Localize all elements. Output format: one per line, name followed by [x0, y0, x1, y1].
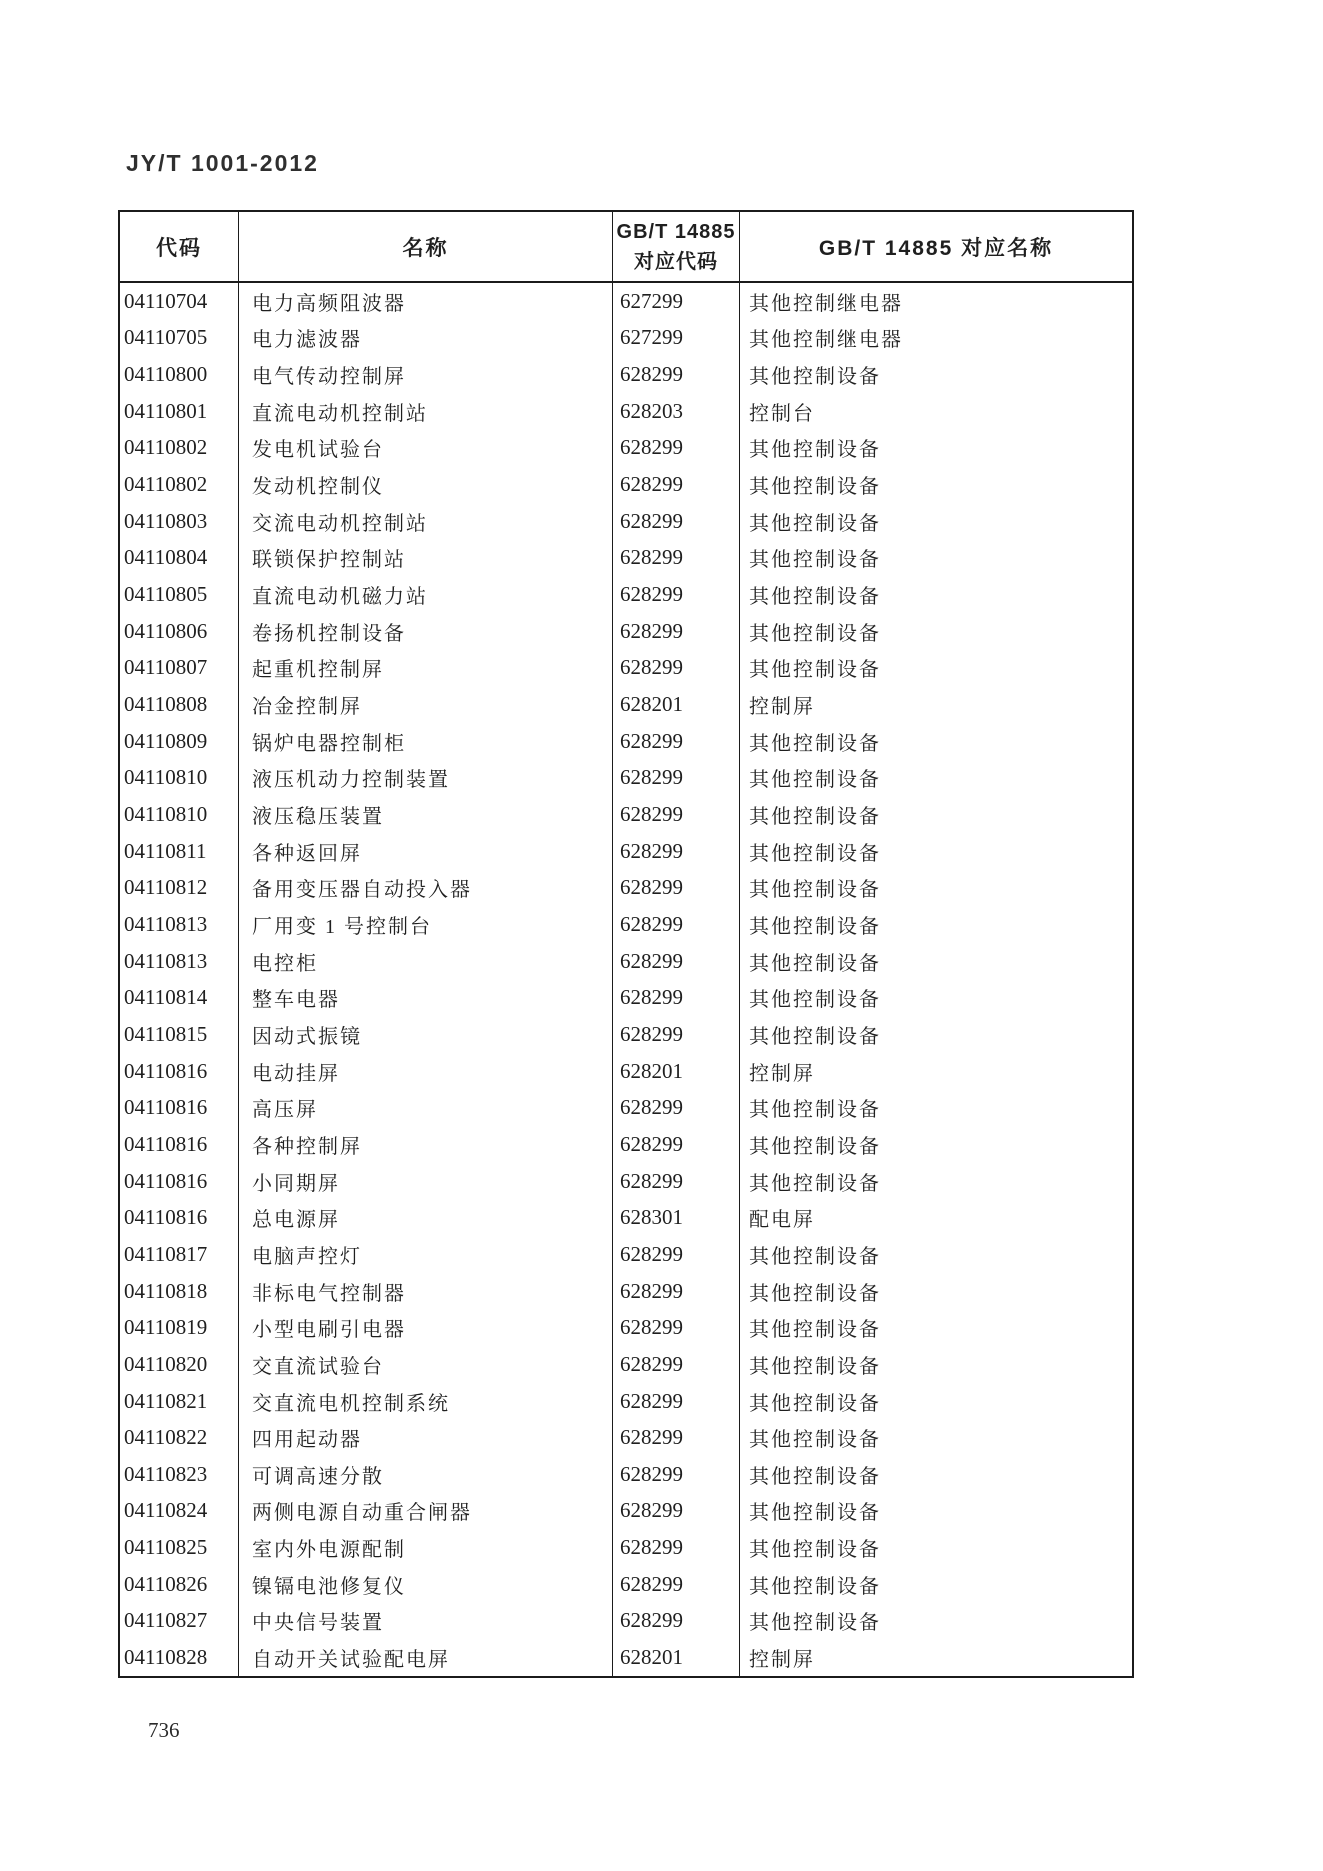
- row-gbt-name: 其他控制设备: [749, 439, 881, 462]
- row-code: 04110816: [120, 1053, 239, 1090]
- header-gbt-name: GB/T 14885 对应名称: [818, 236, 1054, 260]
- row-gbt-code: 628299: [613, 1456, 740, 1493]
- row-gbt-name: 其他控制设备: [749, 1355, 881, 1378]
- row-code: 04110827: [120, 1603, 239, 1640]
- standard-number-title: JY/T 1001-2012: [126, 150, 319, 176]
- row-name: 直流电动机磁力站: [239, 576, 613, 613]
- code-mapping-table: [118, 210, 1134, 1678]
- table-row: [120, 576, 1132, 613]
- table-row: [120, 1383, 1132, 1420]
- row-code: 04110805: [120, 576, 239, 613]
- row-code: 04110824: [120, 1493, 239, 1530]
- table-row: [120, 430, 1132, 467]
- table-row: [120, 1236, 1132, 1273]
- table-row: [120, 393, 1132, 430]
- page-number: 736: [148, 1718, 180, 1742]
- row-gbt-code: 628299: [613, 1419, 740, 1456]
- row-gbt-code: 628201: [613, 1053, 740, 1090]
- table-row: [120, 1273, 1132, 1310]
- row-gbt-code: 628299: [613, 870, 740, 907]
- row-gbt-code: 628299: [613, 540, 740, 577]
- row-gbt-code: 627299: [613, 320, 740, 357]
- row-code: 04110814: [120, 979, 239, 1016]
- row-code: 04110826: [120, 1566, 239, 1603]
- row-code: 04110811: [120, 833, 239, 870]
- row-code: 04110813: [120, 943, 239, 980]
- row-code: 04110816: [120, 1199, 239, 1236]
- row-gbt-name: 其他控制继电器: [749, 292, 903, 315]
- row-code: 04110816: [120, 1163, 239, 1200]
- table-row: [120, 1089, 1132, 1126]
- row-name: 液压稳压装置: [239, 796, 613, 833]
- table-row: [120, 833, 1132, 870]
- table-row: [120, 320, 1132, 357]
- row-gbt-code: 628299: [613, 466, 740, 503]
- row-gbt-name: 控制台: [749, 402, 815, 425]
- row-gbt-code: 628299: [613, 1346, 740, 1383]
- row-code: 04110813: [120, 906, 239, 943]
- row-gbt-code: 628201: [613, 1639, 740, 1676]
- row-name: 发电机试验台: [239, 430, 613, 467]
- row-name: 小型电刷引电器: [239, 1309, 613, 1346]
- row-gbt-name: 其他控制设备: [749, 549, 881, 572]
- row-code: 04110705: [120, 320, 239, 357]
- row-gbt-name: 其他控制设备: [749, 1429, 881, 1452]
- row-gbt-name: 其他控制设备: [749, 806, 881, 829]
- row-gbt-name: 配电屏: [749, 1209, 815, 1232]
- row-code: 04110810: [120, 760, 239, 797]
- row-code: 04110803: [120, 503, 239, 540]
- row-name: 总电源屏: [239, 1199, 613, 1236]
- row-gbt-name: 其他控制设备: [749, 1025, 881, 1048]
- table-row: [120, 1419, 1132, 1456]
- row-code: 04110810: [120, 796, 239, 833]
- table-row: [120, 760, 1132, 797]
- row-gbt-name: 控制屏: [749, 1062, 815, 1085]
- table-row: [120, 686, 1132, 723]
- row-gbt-code: 628299: [613, 796, 740, 833]
- row-gbt-name: 其他控制设备: [749, 1282, 881, 1305]
- row-gbt-name: 其他控制设备: [749, 1319, 881, 1342]
- row-gbt-name: 控制屏: [749, 696, 815, 719]
- row-gbt-name: 其他控制设备: [749, 512, 881, 535]
- row-name: 电脑声控灯: [239, 1236, 613, 1273]
- row-gbt-name: 其他控制继电器: [749, 329, 903, 352]
- row-name: 电气传动控制屏: [239, 356, 613, 393]
- row-code: 04110817: [120, 1236, 239, 1273]
- row-gbt-code: 628299: [613, 1273, 740, 1310]
- row-code: 04110828: [120, 1639, 239, 1676]
- row-gbt-name: 其他控制设备: [749, 769, 881, 792]
- row-name: 各种返回屏: [239, 833, 613, 870]
- row-name: 自动开关试验配电屏: [239, 1639, 613, 1676]
- row-code: 04110804: [120, 540, 239, 577]
- row-code: 04110800: [120, 356, 239, 393]
- row-gbt-name: 其他控制设备: [749, 586, 881, 609]
- table-row: [120, 796, 1132, 833]
- table-row: [120, 1163, 1132, 1200]
- table-row: [120, 1016, 1132, 1053]
- row-gbt-name: 其他控制设备: [749, 1465, 881, 1488]
- row-gbt-code: 628299: [613, 833, 740, 870]
- row-name: 起重机控制屏: [239, 650, 613, 687]
- row-name: 小同期屏: [239, 1163, 613, 1200]
- row-name: 厂用变 1 号控制台: [239, 906, 613, 943]
- row-code: 04110822: [120, 1419, 239, 1456]
- row-name: 联锁保护控制站: [239, 540, 613, 577]
- table-row: [120, 356, 1132, 393]
- row-gbt-code: 628299: [613, 1126, 740, 1163]
- row-gbt-code: 628299: [613, 760, 740, 797]
- row-code: 04110825: [120, 1529, 239, 1566]
- row-name: 非标电气控制器: [239, 1273, 613, 1310]
- table-row: [120, 503, 1132, 540]
- table-row: [120, 870, 1132, 907]
- row-gbt-name: 其他控制设备: [749, 952, 881, 975]
- row-gbt-name: 其他控制设备: [749, 915, 881, 938]
- row-gbt-code: 628299: [613, 650, 740, 687]
- row-gbt-name: 其他控制设备: [749, 1539, 881, 1562]
- row-name: 液压机动力控制装置: [239, 760, 613, 797]
- row-gbt-code: 628299: [613, 979, 740, 1016]
- row-code: 04110802: [120, 430, 239, 467]
- row-name: 直流电动机控制站: [239, 393, 613, 430]
- row-gbt-code: 628299: [613, 356, 740, 393]
- row-gbt-name: 其他控制设备: [749, 1099, 881, 1122]
- row-code: 04110812: [120, 870, 239, 907]
- table-row: [120, 613, 1132, 650]
- row-gbt-code: 628299: [613, 1529, 740, 1566]
- table-row: [120, 1639, 1132, 1676]
- table-row: [120, 650, 1132, 687]
- row-gbt-code: 628203: [613, 393, 740, 430]
- row-gbt-code: 628299: [613, 1603, 740, 1640]
- row-name: 电力高频阻波器: [239, 283, 613, 320]
- table-header-row: [120, 212, 1132, 283]
- row-gbt-code: 628299: [613, 1236, 740, 1273]
- row-gbt-name: 其他控制设备: [749, 1575, 881, 1598]
- row-code: 04110808: [120, 686, 239, 723]
- row-name: 可调高速分散: [239, 1456, 613, 1493]
- row-gbt-code: 628299: [613, 1493, 740, 1530]
- table-row: [120, 723, 1132, 760]
- row-gbt-name: 其他控制设备: [749, 732, 881, 755]
- row-gbt-code: 627299: [613, 283, 740, 320]
- row-name: 交流电动机控制站: [239, 503, 613, 540]
- row-gbt-code: 628299: [613, 1309, 740, 1346]
- row-gbt-name: 其他控制设备: [749, 1172, 881, 1195]
- row-name: 整车电器: [239, 979, 613, 1016]
- row-name: 交直流电机控制系统: [239, 1383, 613, 1420]
- row-gbt-code: 628299: [613, 1383, 740, 1420]
- row-gbt-name: 其他控制设备: [749, 659, 881, 682]
- row-name: 高压屏: [239, 1089, 613, 1126]
- row-gbt-code: 628299: [613, 723, 740, 760]
- row-name: 镍镉电池修复仪: [239, 1566, 613, 1603]
- row-code: 04110806: [120, 613, 239, 650]
- row-code: 04110704: [120, 283, 239, 320]
- row-gbt-name: 其他控制设备: [749, 1245, 881, 1268]
- table-row: [120, 1309, 1132, 1346]
- row-gbt-name: 其他控制设备: [749, 476, 881, 499]
- table-row: [120, 1126, 1132, 1163]
- row-name: 室内外电源配制: [239, 1529, 613, 1566]
- table-row: [120, 1566, 1132, 1603]
- row-gbt-code: 628299: [613, 1566, 740, 1603]
- header-code: 代码: [120, 212, 239, 281]
- table-row: [120, 540, 1132, 577]
- header-gbt-code-line2: 对应代码: [634, 250, 718, 273]
- table-row: [120, 1199, 1132, 1236]
- row-name: 卷扬机控制设备: [239, 613, 613, 650]
- table-body: [120, 283, 1132, 1676]
- table-row: [120, 1053, 1132, 1090]
- table-row: [120, 466, 1132, 503]
- row-gbt-name: 其他控制设备: [749, 842, 881, 865]
- row-name: 备用变压器自动投入器: [239, 870, 613, 907]
- row-gbt-name: 其他控制设备: [749, 1135, 881, 1158]
- row-gbt-code: 628299: [613, 1089, 740, 1126]
- row-gbt-name: 其他控制设备: [749, 1612, 881, 1635]
- row-code: 04110815: [120, 1016, 239, 1053]
- header-gbt-code: [613, 212, 740, 281]
- row-code: 04110807: [120, 650, 239, 687]
- row-code: 04110802: [120, 466, 239, 503]
- row-code: 04110821: [120, 1383, 239, 1420]
- row-code: 04110820: [120, 1346, 239, 1383]
- row-code: 04110816: [120, 1089, 239, 1126]
- table-row: [120, 906, 1132, 943]
- table-row: [120, 1493, 1132, 1530]
- header-gbt-code-line1: GB/T 14885: [616, 220, 736, 243]
- row-name: 电力滤波器: [239, 320, 613, 357]
- row-name: 中央信号装置: [239, 1603, 613, 1640]
- row-gbt-name: 控制屏: [749, 1649, 815, 1672]
- row-gbt-name: 其他控制设备: [749, 1502, 881, 1525]
- table-row: [120, 979, 1132, 1016]
- row-gbt-code: 628299: [613, 943, 740, 980]
- row-gbt-code: 628299: [613, 1016, 740, 1053]
- row-code: 04110818: [120, 1273, 239, 1310]
- row-name: 电控柜: [239, 943, 613, 980]
- row-gbt-code: 628299: [613, 1163, 740, 1200]
- row-code: 04110801: [120, 393, 239, 430]
- row-gbt-code: 628299: [613, 906, 740, 943]
- row-gbt-code: 628301: [613, 1199, 740, 1236]
- row-name: 电动挂屏: [239, 1053, 613, 1090]
- row-name: 交直流试验台: [239, 1346, 613, 1383]
- row-gbt-name: 其他控制设备: [749, 622, 881, 645]
- row-name: 冶金控制屏: [239, 686, 613, 723]
- table-row: [120, 1346, 1132, 1383]
- row-name: 发动机控制仪: [239, 466, 613, 503]
- header-name: 名称: [239, 212, 613, 281]
- table-row: [120, 283, 1132, 320]
- row-gbt-code: 628299: [613, 503, 740, 540]
- row-gbt-name: 其他控制设备: [749, 879, 881, 902]
- row-name: 两侧电源自动重合闸器: [239, 1493, 613, 1530]
- table-row: [120, 1456, 1132, 1493]
- table-row: [120, 1529, 1132, 1566]
- row-name: 因动式振镜: [239, 1016, 613, 1053]
- row-code: 04110816: [120, 1126, 239, 1163]
- row-gbt-name: 其他控制设备: [749, 989, 881, 1012]
- row-gbt-name: 其他控制设备: [749, 1392, 881, 1415]
- row-gbt-code: 628299: [613, 613, 740, 650]
- row-code: 04110823: [120, 1456, 239, 1493]
- table-row: [120, 1603, 1132, 1640]
- table-row: [120, 943, 1132, 980]
- row-gbt-code: 628299: [613, 430, 740, 467]
- row-code: 04110809: [120, 723, 239, 760]
- row-gbt-code: 628201: [613, 686, 740, 723]
- row-name: 各种控制屏: [239, 1126, 613, 1163]
- row-name: 四用起动器: [239, 1419, 613, 1456]
- row-gbt-name: 其他控制设备: [749, 366, 881, 389]
- row-code: 04110819: [120, 1309, 239, 1346]
- row-name: 锅炉电器控制柜: [239, 723, 613, 760]
- row-gbt-code: 628299: [613, 576, 740, 613]
